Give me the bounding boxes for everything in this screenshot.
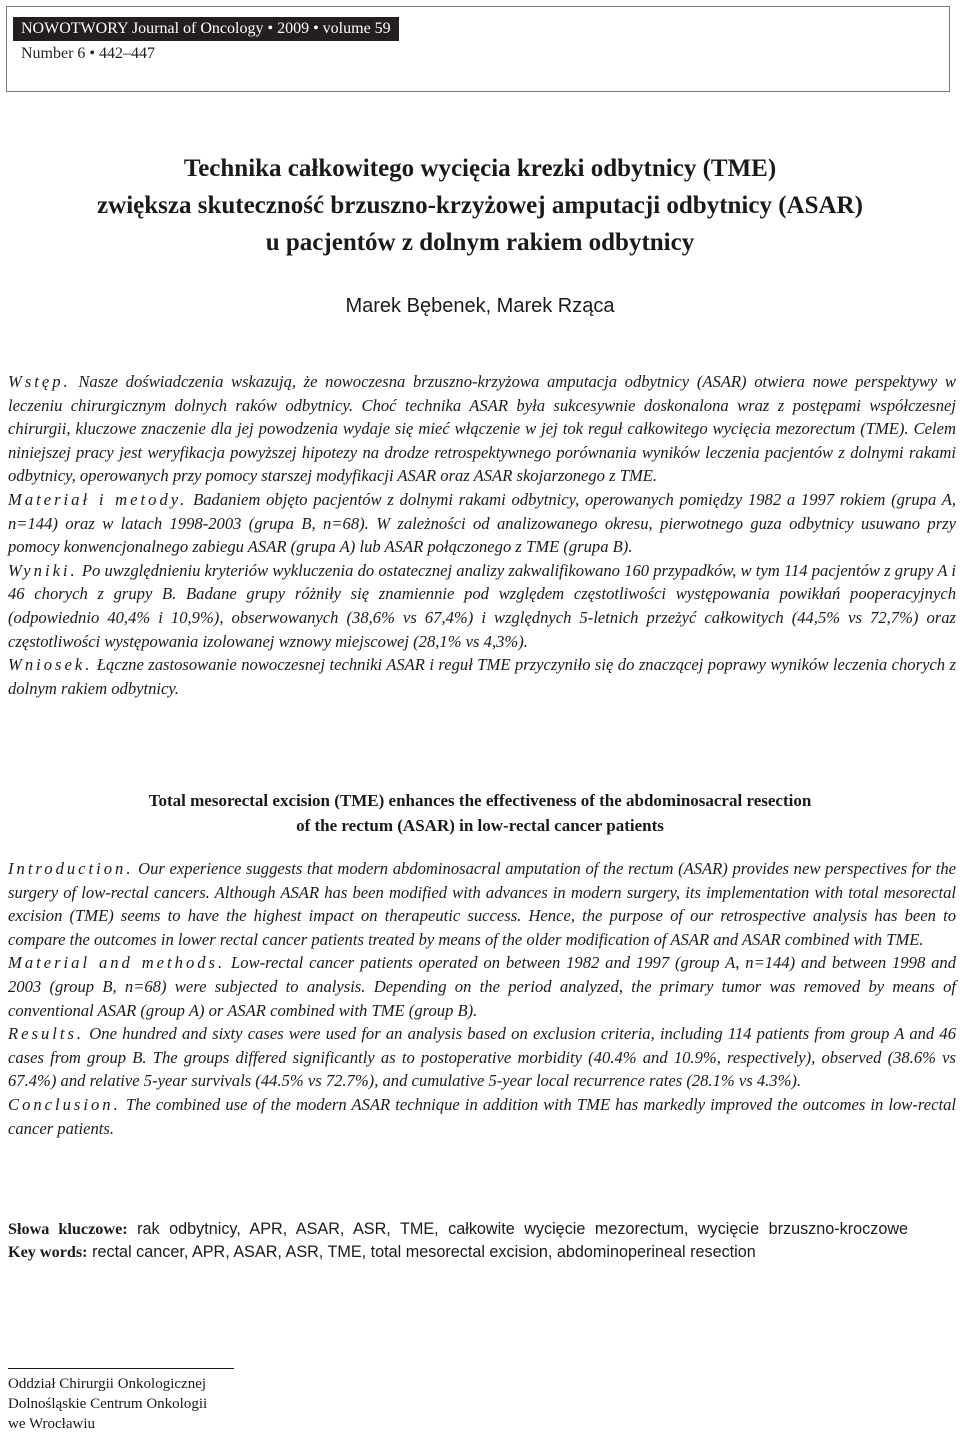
section-lead: Wniosek. xyxy=(8,655,93,675)
keywords-text: rak odbytnicy, APR, ASAR, ASR, TME, całkowite wycięcie mezorectum, wycięcie brzuszno-kroczowe xyxy=(127,1220,909,1238)
abstract-section-intro xyxy=(8,857,956,951)
keywords-text: rectal cancer, APR, ASAR, ASR, TME, total mesorectal excision, abdominoperineal resection xyxy=(87,1243,756,1261)
section-lead: Wyniki. xyxy=(8,560,78,580)
affiliation-line: Oddział Chirurgii Onkologicznej xyxy=(8,1376,207,1392)
keywords-label: Key words: xyxy=(8,1243,88,1261)
title-line: zwiększa skuteczność brzuszno-krzyżowej amputacji odbytnicy (ASAR) xyxy=(97,192,863,219)
abstract-english xyxy=(8,857,956,1140)
abstract-section-methods xyxy=(8,951,956,1022)
keywords-label: Słowa kluczowe: xyxy=(8,1220,128,1238)
section-text: Po uwzględnieniu kryteriów wykluczenia do ostatecznej analizy zakwalifikowano 160 przypadków, w tym 114 pacjentów z grupy A i 46 chorych z grupy B. Badane grupy różniły się znamiennie pod względem częstotliwości występowania powikłań pooperacyjnych (odpowiednio 40,4% i 10,9%), obserwowanych (38,6% vs 67,4%) i względnych 5-letnich przeżyć całkowitych (44,5% vs 72,7%) oraz częstotliwości występowania izolowanej wznowy miejscowej (28,1% vs 4,3%). xyxy=(8,560,956,651)
abstract-section-intro xyxy=(8,370,956,488)
section-text: Our experience suggests that modern abdominosacral amputation of the rectum (ASAR) provides new perspectives for the surgery of low-rectal cancers. Although ASAR has been modified with advances in modern surgery, its implementation with total mesorectal excision (TME) seems to have the highest impact on therapeutic success. Hence, the purpose of our retrospective analysis has been to compare the outcomes in lower rectal cancer patients treated by means of the older modification of ASAR and ASAR combined with TME. xyxy=(8,859,956,949)
section-text: Badaniem objęto pacjentów z dolnymi rakami odbytnicy, operowanych pomiędzy 1982 a 1997 rokiem (grupa A, n=144) oraz w latach 1998-2003 (grupa B, n=68). W zależności od analizowanego okresu, pierwotnego guza odbytnicy usuwano przy pomocy konwencjonalnego zabiegu ASAR (grupa A) lub ASAR połączonego z TME (grupa B). xyxy=(8,489,956,557)
abstract-polish xyxy=(8,370,956,700)
section-text: The combined use of the modern ASAR technique in addition with TME has markedly improved the outcomes in low-rectal cancer patients. xyxy=(8,1094,956,1138)
title-line: of the rectum (ASAR) in low-rectal cancer patients xyxy=(296,816,664,835)
section-text: Low-rectal cancer patients operated on between 1982 and 1997 (group A, n=144) and between 1998 and 2003 (group B, n=68) were subjected to analysis. Depending on the period analyzed, the primary tumor was removed by means of conventional ASAR (group A) or ASAR combined with TME (group B). xyxy=(8,953,957,1020)
journal-name-banner: NOWOTWORY Journal of Oncology • 2009 • volume 59 xyxy=(13,17,399,41)
affiliation-line: we Wrocławiu xyxy=(8,1416,96,1432)
section-lead: Conclusion. xyxy=(8,1094,121,1114)
keywords-english xyxy=(8,1241,956,1264)
authors: Marek Bębenek, Marek Rząca xyxy=(345,295,615,317)
journal-issue-pages: Number 6 • 442–447 xyxy=(21,45,156,62)
footnote-divider xyxy=(8,1368,234,1369)
title-line: Technika całkowitego wycięcia krezki odbytnicy (TME) xyxy=(183,155,777,182)
article-title-polish xyxy=(0,150,960,261)
section-lead: Material and methods. xyxy=(8,953,226,973)
journal-header-box xyxy=(6,6,950,92)
article-title-english xyxy=(0,788,960,838)
section-lead: Wstęp. xyxy=(8,372,71,391)
title-line: Total mesorectal excision (TME) enhances the effectiveness of the abdominosacral resection xyxy=(148,791,812,810)
section-text: One hundred and sixty cases were used for an analysis based on exclusion criteria, including 114 patients from group A and 46 cases from group B. The groups differed significantly as to postoperative morbidity (40.4% and 10.9%, respectively), observed (38.6% vs 67.4%) and relative 5-year survivals (44.5% vs 72.7%), and cumulative 5-year local recurrence rates (28.1% vs 4.3%). xyxy=(8,1024,956,1091)
abstract-section-results xyxy=(8,1022,956,1093)
section-lead: Results. xyxy=(8,1024,85,1044)
keywords-block xyxy=(8,1218,956,1264)
section-lead: Introduction. xyxy=(8,859,134,878)
abstract-section-methods xyxy=(8,488,956,559)
section-text: Nasze doświadczenia wskazują, że nowoczesna brzuszno-krzyżowa amputacja odbytnicy (ASAR) otwiera nowe perspektywy w leczeniu chirurgicznym dolnych raków odbytnicy. Choć technika ASAR była sukcesywnie doskonalona wraz z postępami współczesnej chirurgii, kluczowe znaczenie dla jej powodzenia wydaje się mieć włączenie w jej tok reguł całkowitego wycięcia mezorectum (TME). Celem niniejszej pracy jest weryfikacja powyższej hipotezy na drodze retrospektywnego porównania wyników leczenia pacjentów z dolnymi rakami odbytnicy, operowanych przy pomocy starszej modyfikacji ASAR oraz ASAR skojarzonego z TME. xyxy=(8,372,956,486)
keywords-polish xyxy=(8,1218,956,1241)
abstract-section-conclusion xyxy=(8,1093,956,1140)
section-lead: Materiał i metody. xyxy=(8,489,188,509)
title-line: u pacjentów z dolnym rakiem odbytnicy xyxy=(265,229,695,256)
section-text: Łączne zastosowanie nowoczesnej techniki ASAR i reguł TME przyczyniło się do znaczącej poprawy wyników leczenia chorych z dolnym rakiem odbytnicy. xyxy=(8,655,956,698)
abstract-section-results xyxy=(8,559,956,653)
affiliation xyxy=(8,1374,207,1434)
affiliation-line: Dolnośląskie Centrum Onkologii xyxy=(8,1396,208,1412)
abstract-section-conclusion xyxy=(8,653,956,700)
